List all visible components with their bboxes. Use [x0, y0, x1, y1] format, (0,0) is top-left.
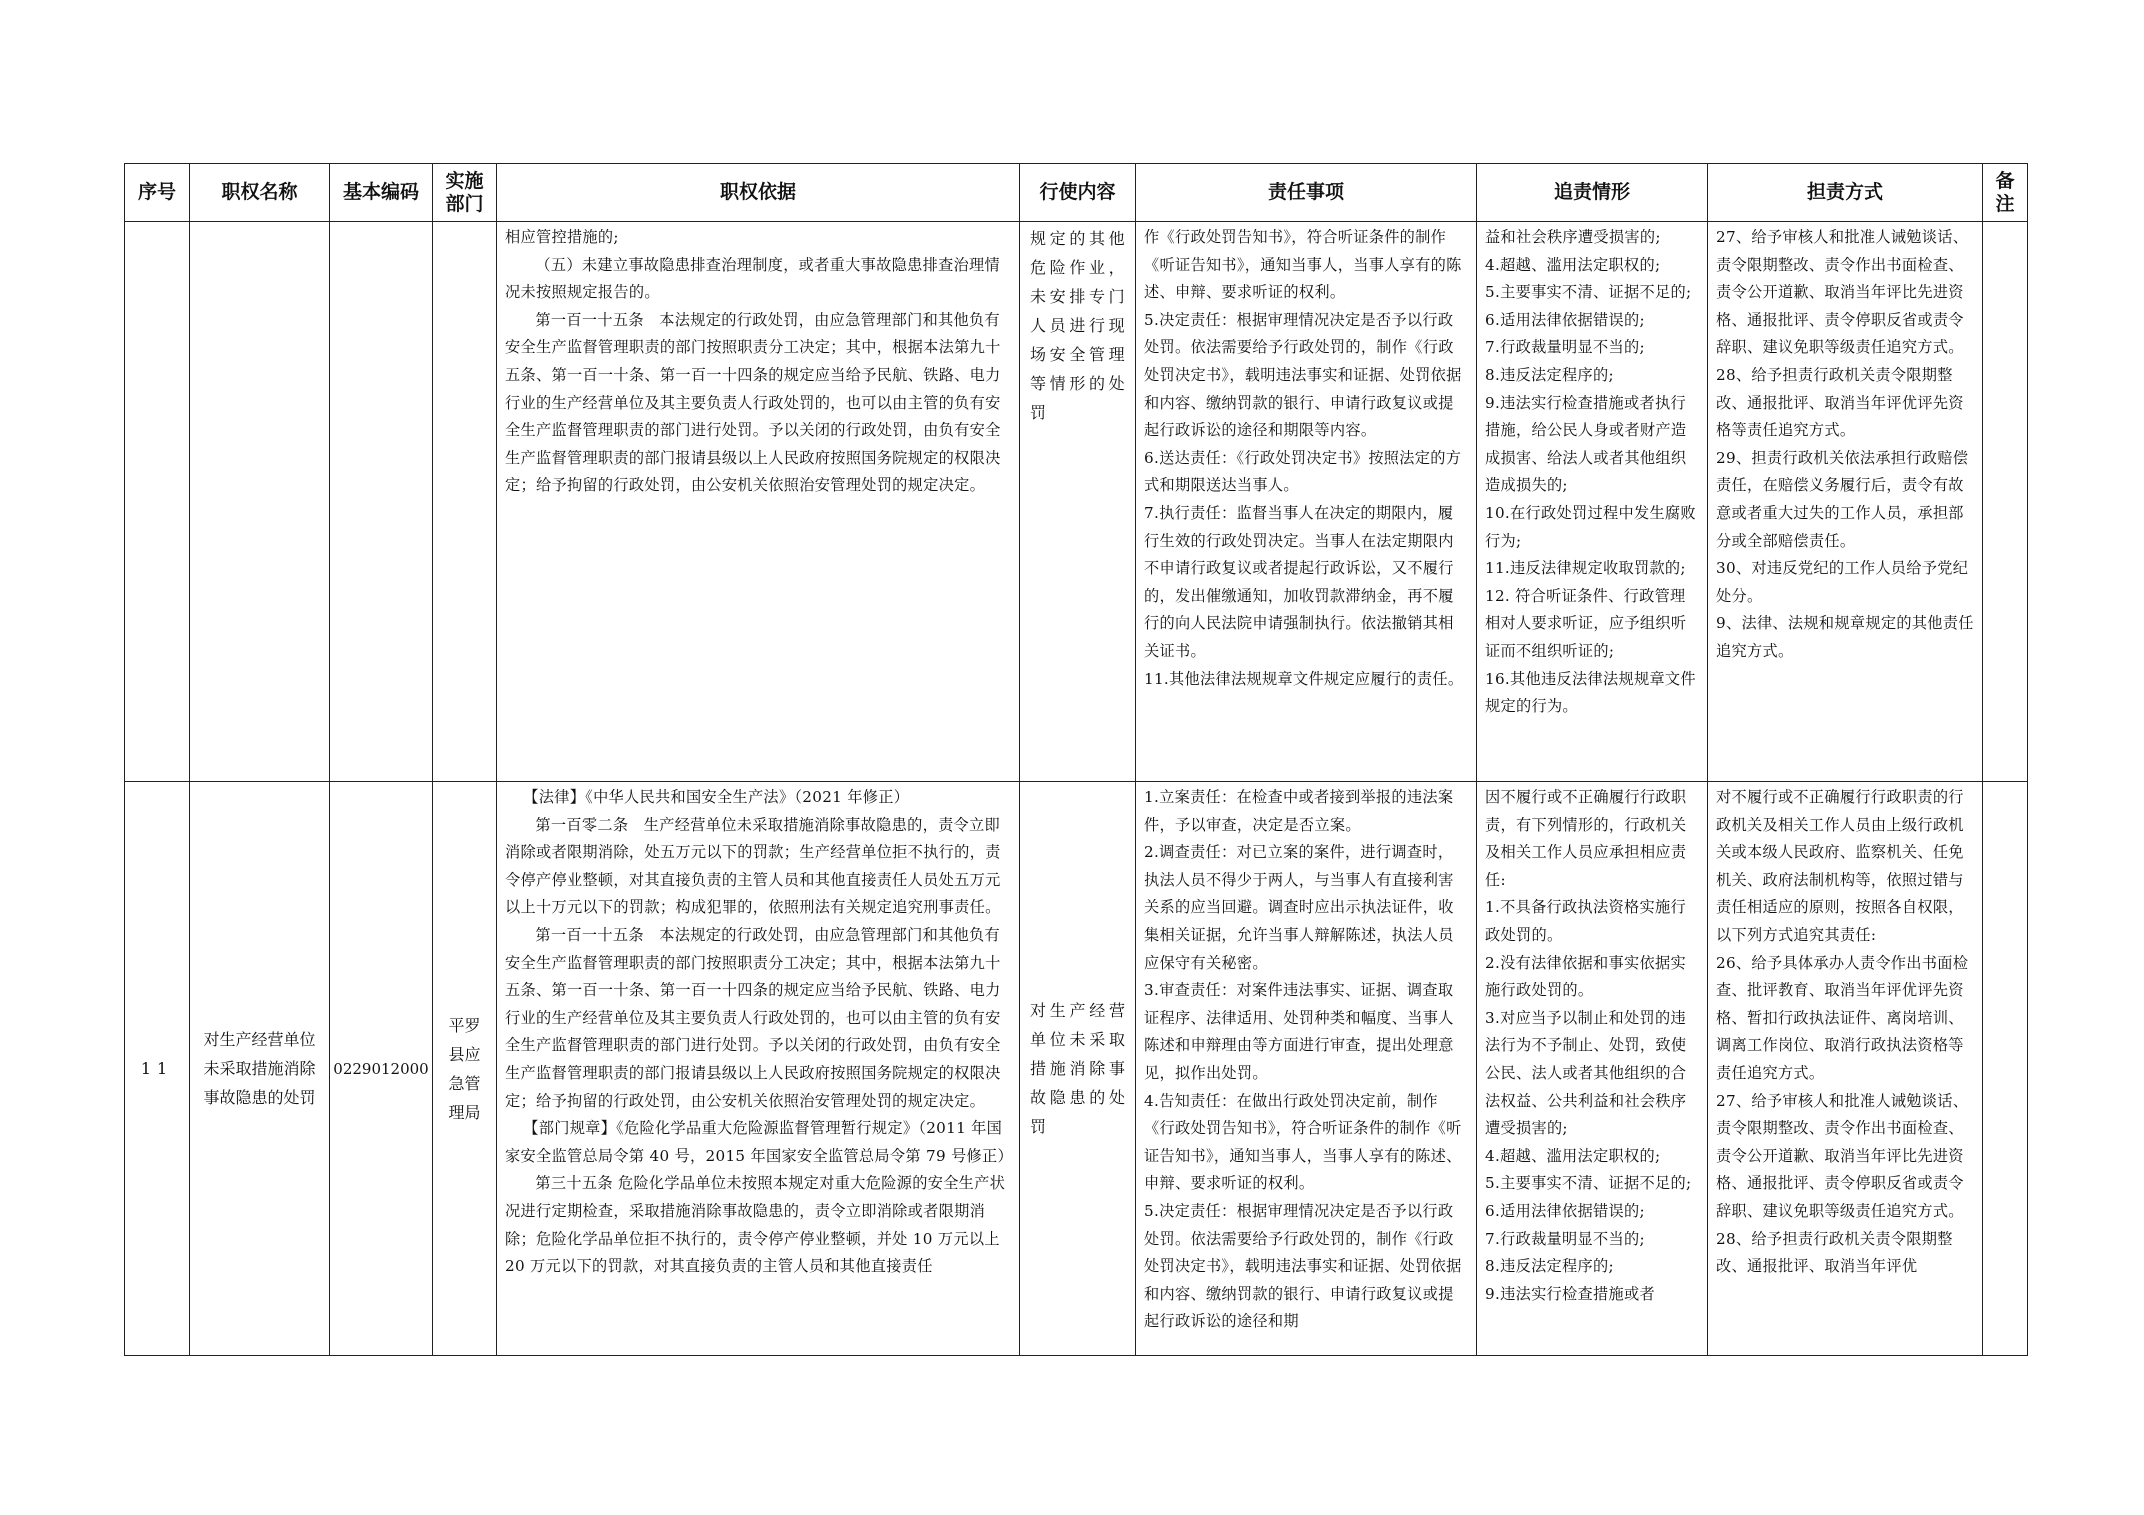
header-content: 行使内容 — [1020, 164, 1136, 222]
table-row — [125, 782, 2028, 1356]
basis-paragraph: （五）未建立事故隐患排查治理制度，或者重大事故隐患排查治理情况未按照规定报告的。 — [505, 255, 1001, 302]
responsibility-item: 27、给予审核人和批准人诫勉谈话、责令限期整改、责令作出书面检查、责令公开道歉、取消当年评比先进资格、通报批评、责令停职反省或责令辞职、建议免职等级责任追究方式。 — [1716, 228, 1969, 357]
responsibility-item: 29、担责行政机关依法承担行政赔偿责任，在赔偿义务履行后，责令有故意或者重大过失的工作人员，承担部分或全部赔偿责任。 — [1716, 448, 1969, 550]
cell-name — [190, 782, 330, 1356]
cell-duty — [1136, 782, 1477, 1356]
accountability-item: 4.超越、滥用法定职权的; — [1485, 1146, 1661, 1165]
accountability-item: 9.违法实行检查措施或者 — [1485, 1284, 1655, 1303]
cell-responsibility — [1708, 782, 1983, 1356]
duty-item: 7.执行责任：监督当事人在决定的期限内，履行生效的行政处罚决定。当事人在法定期限内不申请行政复议或者提起行政诉讼，又不履行的，发出催缴通知，加收罚款滞纳金，再不履行的向人民法院申请强制执行。依法撤销其相关证书。 — [1144, 503, 1454, 660]
cell-dept — [433, 782, 497, 1356]
accountability-item: 4.超越、滥用法定职权的; — [1485, 255, 1661, 274]
accountability-item: 10.在行政处罚过程中发生腐败行为; — [1485, 503, 1696, 550]
accountability-item: 3.对应当予以制止和处罚的违法行为不予制止、处罚，致使公民、法人或者其他组织的合法权益、公共利益和社会秩序遭受损害的; — [1485, 1008, 1687, 1138]
cell-content — [1020, 222, 1136, 782]
implementing-dept: 平罗县应急管理局 — [448, 1015, 481, 1122]
accountability-item: 8.违反法定程序的; — [1485, 1257, 1614, 1276]
header-row — [125, 164, 2028, 222]
basis-paragraph: 第一百一十五条 本法规定的行政处罚，由应急管理部门和其他负有安全生产监督管理职责的部门按照职责分工决定；其中，根据本法第九十五条、第一百一十条、第一百一十四条的规定应当给予民航、铁路、电力行业的生产经营单位及其主要负责人行政处罚的，也可以由主管的负有安全生产监督管理职责的部门进行处罚。予以关闭的行政处罚，由负有安全生产监督管理职责的部门报请县级以上人民政府按照国务院规定的权限决定；给予拘留的行政处罚，由公安机关依照治安管理处罚的规定决定。 — [505, 925, 1001, 1110]
accountability-item: 2.没有法律依据和事实依据实施行政处罚的。 — [1485, 953, 1686, 1000]
cell-dept — [433, 222, 497, 782]
duty-item: 2.调查责任：对已立案的案件，进行调查时，执法人员不得少于两人，与当事人有直接利害关系的应当回避。调查时应出示执法证件，收集相关证据，允许当事人辩解陈述，执法人员应保守有关秘密。 — [1144, 843, 1454, 972]
accountability-item: 益和社会秩序遭受损害的; — [1485, 228, 1661, 246]
accountability-item: 因不履行或不正确履行行政职责，有下列情形的，行政机关及相关工作人员应承担相应责任: — [1485, 788, 1687, 889]
duty-item: 3.审查责任：对案件违法事实、证据、调查取证程序、法律适用、处罚种类和幅度、当事人陈述和申辩理由等方面进行审查，提出处理意见，拟作出处罚。 — [1144, 981, 1454, 1082]
accountability-item: 7.行政裁量明显不当的; — [1485, 338, 1645, 357]
header-seq: 序号 — [125, 164, 190, 222]
header-code: 基本编码 — [330, 164, 433, 222]
basis-paragraph: 第三十五条 危险化学品单位未按照本规定对重大危险源的安全生产状况进行定期检查，采取措施消除事故隐患的，责令立即消除或者限期消除；危险化学品单位拒不执行的，责令停产停业整顿，并处 10 万元以上 20 万元以下的罚款，对其直接负责的主管人员和其他直接责任 — [505, 1174, 1006, 1276]
header-responsibility: 担责方式 — [1708, 164, 1983, 222]
content-text: 规定的其他危险作业，未安排专门人员进行现场安全管理等情形的处罚 — [1030, 229, 1125, 422]
duty-item: 5.决定责任：根据审理情况决定是否予以行政处罚。依法需要给予行政处罚的，制作《行政处罚决定书》，载明违法事实和证据、处罚依据和内容、缴纳罚款的银行、申请行政复议或提起行政诉讼的途径和期 — [1144, 1201, 1462, 1331]
basis-paragraph: 【部门规章】《危险化学品重大危险源监督管理暂行规定》（2011 年国家安全监管总局令第 40 号，2015 年国家安全监管总局令第 79 号修正） — [505, 1119, 1014, 1165]
cell-seq — [125, 782, 190, 1356]
duty-item: 11.其他法律法规规章文件规定应履行的责任。 — [1144, 669, 1464, 688]
header-duty: 责任事项 — [1136, 164, 1477, 222]
accountability-item: 7.行政裁量明显不当的; — [1485, 1229, 1645, 1248]
header-dept: 实施部门 — [433, 164, 497, 222]
cell-remark — [1983, 782, 2028, 1356]
seq-number: 11 — [140, 1059, 174, 1078]
responsibility-item: 28、给予担责行政机关责令限期整改、通报批评、取消当年评优评先资格等责任追究方式。 — [1716, 365, 1964, 440]
basis-paragraph: 【法律】《中华人民共和国安全生产法》（2021 年修正） — [523, 788, 910, 806]
duty-item: 6.送达责任：《行政处罚决定书》按照法定的方式和期限送达当事人。 — [1144, 448, 1462, 495]
cell-name — [190, 222, 330, 782]
accountability-item: 8.违反法定程序的; — [1485, 365, 1614, 384]
responsibility-item: 26、给予具体承办人责令作出书面检查、批评教育、取消当年评优评先资格、暂扣行政执法证件、离岗培训、调离工作岗位、取消行政执法资格等责任追究方式。 — [1716, 953, 1969, 1082]
header-remark: 备注 — [1983, 164, 2028, 222]
accountability-item: 12. 符合听证条件、行政管理相对人要求听证，应予组织听证而不组织听证的; — [1485, 586, 1687, 660]
cell-basis — [497, 782, 1020, 1356]
cell-code — [330, 782, 433, 1356]
accountability-item: 9.违法实行检查措施或者执行措施，给公民人身或者财产造成损害、给法人或者其他组织造成损失的; — [1485, 393, 1687, 495]
cell-content — [1020, 782, 1136, 1356]
cell-code — [330, 222, 433, 782]
cell-responsibility — [1708, 222, 1983, 782]
accountability-item: 5.主要事实不清、证据不足的; — [1485, 1174, 1692, 1193]
basic-code: 0229012000 — [333, 1060, 429, 1078]
accountability-item: 6.适用法律依据错误的; — [1485, 310, 1645, 329]
cell-basis — [497, 222, 1020, 782]
document-page — [124, 163, 2027, 1355]
content-text: 对生产经营单位未采取措施消除事故隐患的处罚 — [1030, 1001, 1125, 1136]
cell-seq — [125, 222, 190, 782]
header-basis: 职权依据 — [497, 164, 1020, 222]
accountability-item: 1.不具备行政执法资格实施行政处罚的。 — [1485, 898, 1686, 944]
basis-paragraph: 相应管控措施的; — [505, 228, 619, 246]
responsibility-item: 对不履行或不正确履行行政职责的行政机关及相关工作人员由上级行政机关或本级人民政府、监察机关、任免机关、政府法制机构等，依照过错与责任相适应的原则，按照各自权限，以下列方式追究其责任: — [1716, 788, 1964, 944]
cell-accountability — [1477, 222, 1708, 782]
responsibility-item: 9、法律、法规和规章规定的其他责任追究方式。 — [1716, 614, 1974, 660]
cell-remark — [1983, 222, 2028, 782]
basis-paragraph: 第一百零二条 生产经营单位未采取措施消除事故隐患的，责令立即消除或者限期消除，处五万元以下的罚款；生产经营单位拒不执行的，责令停产停业整顿，对其直接负责的主管人员和其他直接责任人员处五万元以上十万元以下的罚款；构成犯罪的，依照刑法有关规定追究刑事责任。 — [505, 815, 1001, 917]
cell-duty — [1136, 222, 1477, 782]
accountability-item: 11.违反法律规定收取罚款的; — [1485, 559, 1686, 578]
duty-item: 1.立案责任：在检查中或者接到举报的违法案件，予以审查，决定是否立案。 — [1144, 788, 1454, 834]
responsibility-item: 27、给予审核人和批准人诫勉谈话、责令限期整改、责令作出书面检查、责令公开道歉、取消当年评比先进资格、通报批评、责令停职反省或责令辞职、建议免职等级责任追究方式。 — [1716, 1091, 1969, 1220]
accountability-item: 5.主要事实不清、证据不足的; — [1485, 283, 1692, 302]
accountability-item: 16.其他违反法律法规规章文件规定的行为。 — [1485, 669, 1696, 716]
duty-item: 4.告知责任：在做出行政处罚决定前，制作《行政处罚告知书》，符合听证条件的制作《听证告知书》，通知当事人，当事人享有的陈述、申辩、要求听证的权利。 — [1144, 1091, 1462, 1193]
header-accountability: 追责情形 — [1477, 164, 1708, 222]
responsibility-item: 30、对违反党纪的工作人员给予党纪处分。 — [1716, 559, 1969, 605]
cell-accountability — [1477, 782, 1708, 1356]
table-row — [125, 222, 2028, 782]
duty-item: 作《行政处罚告知书》，符合听证条件的制作《听证告知书》，通知当事人，当事人享有的陈述、申辩、要求听证的权利。 — [1144, 228, 1462, 302]
header-name: 职权名称 — [190, 164, 330, 222]
authority-name: 对生产经营单位未采取措施消除事故隐患的处罚 — [203, 1030, 316, 1107]
authority-table — [124, 163, 2028, 1356]
accountability-item: 6.适用法律依据错误的; — [1485, 1201, 1645, 1220]
duty-item: 5.决定责任：根据审理情况决定是否予以行政处罚。依法需要给予行政处罚的，制作《行政处罚决定书》，载明违法事实和证据、处罚依据和内容、缴纳罚款的银行、申请行政复议或提起行政诉讼的途径和期限等内容。 — [1144, 310, 1462, 440]
responsibility-item: 28、给予担责行政机关责令限期整改、通报批评、取消当年评优 — [1716, 1229, 1953, 1276]
basis-paragraph: 第一百一十五条 本法规定的行政处罚，由应急管理部门和其他负有安全生产监督管理职责的部门按照职责分工决定；其中，根据本法第九十五条、第一百一十条、第一百一十四条的规定应当给予民航、铁路、电力行业的生产经营单位及其主要负责人行政处罚的，也可以由主管的负有安全生产监督管理职责的部门进行处罚。予以关闭的行政处罚，由负有安全生产监督管理职责的部门报请县级以上人民政府按照国务院规定的权限决定；给予拘留的行政处罚，由公安机关依照治安管理处罚的规定决定。 — [505, 310, 1001, 495]
